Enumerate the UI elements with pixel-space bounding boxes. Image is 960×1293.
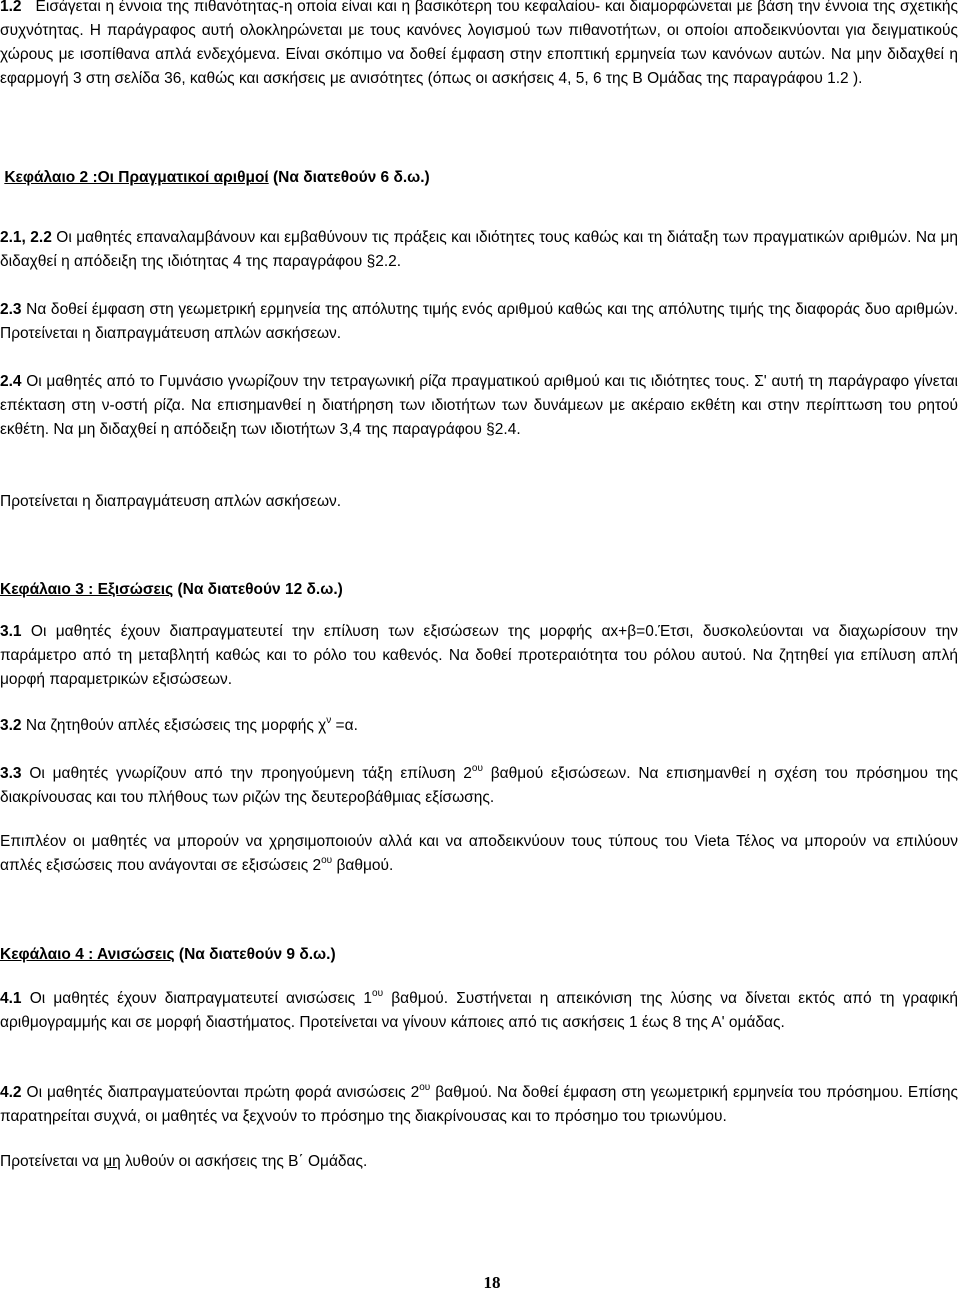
paragraph-text bbox=[22, 0, 36, 15]
section-number: 4.2 bbox=[0, 1084, 22, 1101]
chapter-hours: (Να διατεθούν 6 δ.ω.) bbox=[268, 169, 430, 186]
paragraph-text: Οι μαθητές έχουν διαπραγματευτεί την επίλυση των εξισώσεων της μορφής αx+β=0.Έτσι, δυσκολεύονται να διαχωρίσουν την παράμετρο από τη μεταβλητή καθώς και το ρόλο του καθενός. Να δοθεί προτεραιότητα του ρόλου αυτού. Να ζητηθεί για επίλυση απλή μορφή παραμετρικών εξισώσεων. bbox=[0, 623, 958, 688]
chapter-hours: (Να διατεθούν 12 δ.ω.) bbox=[173, 581, 343, 598]
chapter-2-note: Προτείνεται η διαπραγμάτευση απλών ασκήσεων. bbox=[0, 493, 342, 510]
paragraph-2-4 bbox=[0, 370, 958, 442]
section-number: 1.2 bbox=[0, 0, 22, 15]
paragraph-3-extra bbox=[0, 830, 958, 878]
paragraph-1-2 bbox=[0, 0, 958, 91]
section-number: 2.1, 2.2 bbox=[0, 229, 52, 246]
paragraph-text: λυθούν οι ασκήσεις της Β΄ Ομάδας. bbox=[120, 1153, 368, 1170]
chapter-hours: (Να διατεθούν 9 δ.ω.) bbox=[174, 946, 336, 963]
section-number: 2.4 bbox=[0, 373, 22, 390]
paragraph-text: βαθμού. Συστήνεται η απεικόνιση της λύσης να δίνεται εκτός από τη γραφική αριθμογραμμής και σε μορφή διαστήματος. Προτείνεται να γίνουν κάποιες από τις ασκήσεις 1 έως 8 της Α' ομάδας. bbox=[0, 990, 958, 1031]
paragraph-3-2 bbox=[0, 714, 958, 738]
paragraph-text: Οι μαθητές διαπραγματεύονται πρώτη φορά ανισώσεις 2 bbox=[21, 1084, 420, 1101]
chapter-4-heading bbox=[0, 943, 336, 967]
section-number: 3.2 bbox=[0, 717, 22, 734]
paragraph-text: βαθμού. Να δοθεί έμφαση στη γεωμετρική ερμηνεία του πρόσημου. Επίσης παρατηρείται συχνά, οι μαθητές να ξεχνούν το πρόσημο της διακρίνουσας και το πρόσημο του τριωνύμου. bbox=[0, 1084, 958, 1125]
paragraph-4-1 bbox=[0, 987, 958, 1035]
paragraph-text: βαθμού. bbox=[332, 857, 394, 874]
superscript: ου bbox=[372, 988, 384, 999]
section-number: 4.1 bbox=[0, 990, 22, 1007]
paragraph-4-2 bbox=[0, 1081, 958, 1129]
paragraph-text: Οι μαθητές γνωρίζουν από την προηγούμενη τάξη επίλυση 2 bbox=[21, 765, 472, 782]
chapter-4-note bbox=[0, 1150, 958, 1174]
paragraph-3-1 bbox=[0, 620, 958, 692]
superscript: ου bbox=[321, 855, 333, 866]
paragraph-text: Επιπλέον οι μαθητές να μπορούν να χρησιμοποιούν αλλά και να αποδεικνύουν τους τύπους του Vieta Τέλος να μπορούν να επιλύουν απλές εξισώσεις που ανάγονται σε εξισώσεις 2 bbox=[0, 833, 958, 874]
chapter-title: Κεφάλαιο 2 :Οι Πραγματικοί αριθμοί bbox=[4, 169, 269, 186]
paragraph-text: Οι μαθητές από το Γυμνάσιο γνωρίζουν την τετραγωνική ρίζα πραγματικού αριθμού και τις ιδιότητες τους. Σ' αυτή τη παράγραφο γίνεται επέκταση στη ν-οστή ρίζα. Να επισημανθεί η διατήρηση των ιδιοτήτων των δυνάμεων με ακέραιο εκθέτη και στην περίπτωση του ρητού εκθέτη. Να μη διδαχθεί η απόδειξη των ιδιοτήτων 3,4 της παραγράφου §2.4. bbox=[0, 373, 958, 438]
paragraph-3-3 bbox=[0, 762, 958, 810]
chapter-3-heading bbox=[0, 578, 343, 602]
paragraph-text: Οι μαθητές επαναλαμβάνουν και εμβαθύνουν τις πράξεις και ιδιότητες τους καθώς και τη διάταξη των πραγματικών αριθμών. Να μη διδαχθεί η απόδειξη της ιδιότητας 4 της παραγράφου §2.2. bbox=[0, 229, 958, 270]
paragraph-text: =α. bbox=[331, 717, 358, 734]
section-number: 3.1 bbox=[0, 623, 22, 640]
paragraph-text: Εισάγεται η έννοια της πιθανότητας-η οποία είναι και η βασικότερη του κεφαλαίου- και διαμορφώνεται με βάση την έννοια της σχετικής συχνότητας. Η παράγραφος αυτή ολοκληρώνεται με τους κανόνες λογισμού των πιθανοτήτων, οι οποίοι αποδεικνύονται για δειγματικούς χώρους με ισοπίθανα απλά ενδεχόμενα. Είναι σκόπιμο να δοθεί έμφαση στην εποπτική ερμηνεία των κανόνων αυτών. Να μην διδαχθεί η εφαρμογή 3 στη σελίδα 36, καθώς και ασκήσεις με ανισότητες (όπως οι ασκήσεις 4, 5, 6 της Β Ομάδας της παραγράφου 1.2 ). bbox=[0, 0, 959, 87]
page-number: 18 bbox=[483, 1273, 501, 1292]
section-number: 3.3 bbox=[0, 765, 22, 782]
paragraph-text: Να ζητηθούν απλές εξισώσεις της μορφής χ bbox=[21, 717, 327, 734]
paragraph-text: Οι μαθητές έχουν διαπραγματευτεί ανισώσεις 1 bbox=[21, 990, 373, 1007]
superscript: ου bbox=[419, 1082, 431, 1093]
superscript: ου bbox=[471, 763, 483, 774]
section-number: 2.3 bbox=[0, 301, 22, 318]
paragraph-text: Προτείνεται να bbox=[0, 1153, 104, 1170]
chapter-title: Κεφάλαιο 3 : Εξισώσεις bbox=[0, 581, 174, 598]
paragraph-text: βαθμού εξισώσεων. Να επισημανθεί η σχέση του πρόσημου της διακρίνουσας και του πλήθους των ριζών της δευτεροβάθμιας εξίσωσης. bbox=[0, 765, 958, 806]
paragraph-text: Να δοθεί έμφαση στη γεωμετρική ερμηνεία της απόλυτης τιμής ενός αριθμού καθώς και της απόλυτης τιμής της διαφοράς δυο αριθμών. Προτείνεται η διαπραγμάτευση απλών ασκήσεων. bbox=[0, 301, 958, 342]
paragraph-2-1 bbox=[0, 226, 958, 274]
superscript: ν bbox=[326, 715, 332, 726]
underlined-word: μη bbox=[103, 1153, 121, 1170]
chapter-title: Κεφάλαιο 4 : Ανισώσεις bbox=[0, 946, 175, 963]
paragraph-2-3 bbox=[0, 298, 958, 346]
chapter-2-heading bbox=[0, 166, 430, 190]
